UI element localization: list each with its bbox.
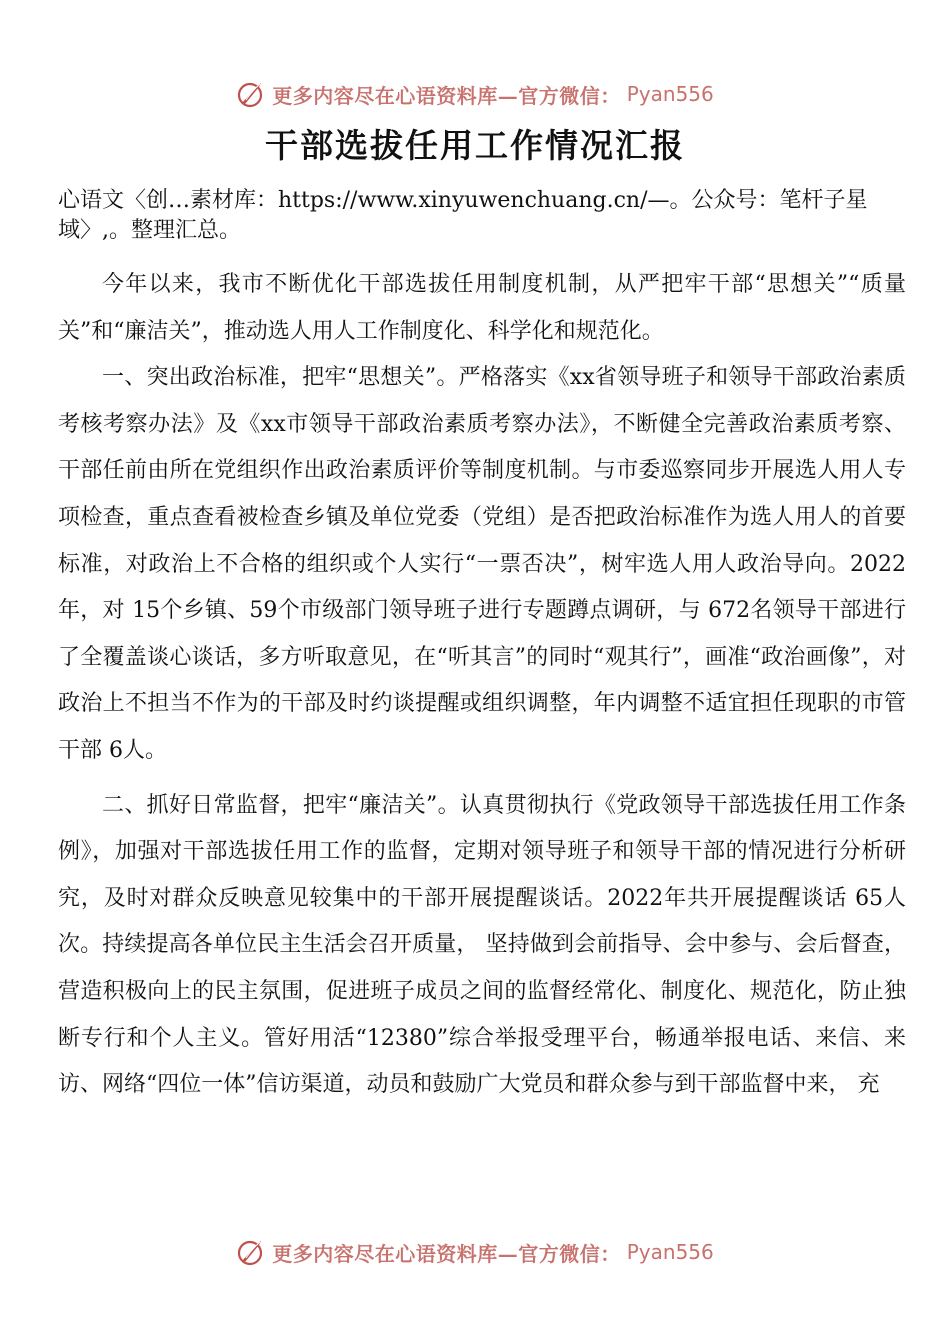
document-body <box>58 262 906 1109</box>
watermark-wechat-id: Pyan556 <box>626 82 714 106</box>
watermark-footer <box>0 1232 950 1272</box>
quill-logo-icon <box>236 79 266 109</box>
paragraph-intro: 今年以来，我市不断优化干部选拔任用制度机制，从严把牢干部“思想关”“质量关”和“廉洁关”，推动选人用人工作制度化、科学化和规范化。 <box>58 272 906 344</box>
quill-logo-icon <box>236 1237 266 1267</box>
document-title: 干部选拔任用工作情况汇报 <box>265 126 685 165</box>
watermark-text: 更多内容尽在心语资料库—官方微信： <box>272 83 621 108</box>
watermark-text: 更多内容尽在心语资料库—官方微信： <box>272 1241 621 1266</box>
paragraph-section-1: 一、突出政治标准，把牢“思想关”。严格落实《xx省领导班子和领导干部政治素质考核考察办法》及《xx市领导干部政治素质考察办法》，不断健全完善政治素质考察、干部任前由所在党组织作出政治素质评价等制度机制。与市委巡察同步开展选人用人专项检查，重点查看被检查乡镇及单位党委（党组）是否把政治标准作为选人用人的首要标准，对政治上不合格的组织或个人实行“一票否决”，树牢选人用人政治导向。2022年，对 15个乡镇、59个市级部门领导班子进行专题蹲点调研，与 672名领导干部进行了全覆盖谈心谈话，多方听取意见，在“听其言”的同时“观其行”，画准“政治画像”，对政治上不担当不作为的干部及时约谈提醒或组织调整，年内调整不适宜担任现职的市管干部 6人。 <box>58 365 906 763</box>
watermark-wechat-id: Pyan556 <box>626 1240 714 1264</box>
source-note: 心语文〈创…素材库：https://www.xinyuwenchuang.cn/—。公众号：笔杆子星域〉,。整理汇总。 <box>58 188 868 243</box>
paragraph-section-2: 二、抓好日常监督，把牢“廉洁关”。认真贯彻执行《党政领导干部选拔任用工作条例》，加强对干部选拔任用工作的监督，定期对领导班子和领导干部的情况进行分析研究，及时对群众反映意见较集中的干部开展提醒谈话。2022年共开展提醒谈话 65人次。持续提高各单位民主生活会召开质量， 坚持做到会前指导、会中参与、会后督查，营造积极向上的民主氛围，促进班子成员之间的监督经常化、制度化、规范化，防止独断专行和个人主义。管好用活“12380”综合举报受理平台，畅通举报电话、来信、来访、网络“四位一体”信访渠道，动员和鼓励广大党员和群众参与到干部监督中来， 充 <box>58 792 906 1098</box>
watermark-header <box>0 74 950 114</box>
